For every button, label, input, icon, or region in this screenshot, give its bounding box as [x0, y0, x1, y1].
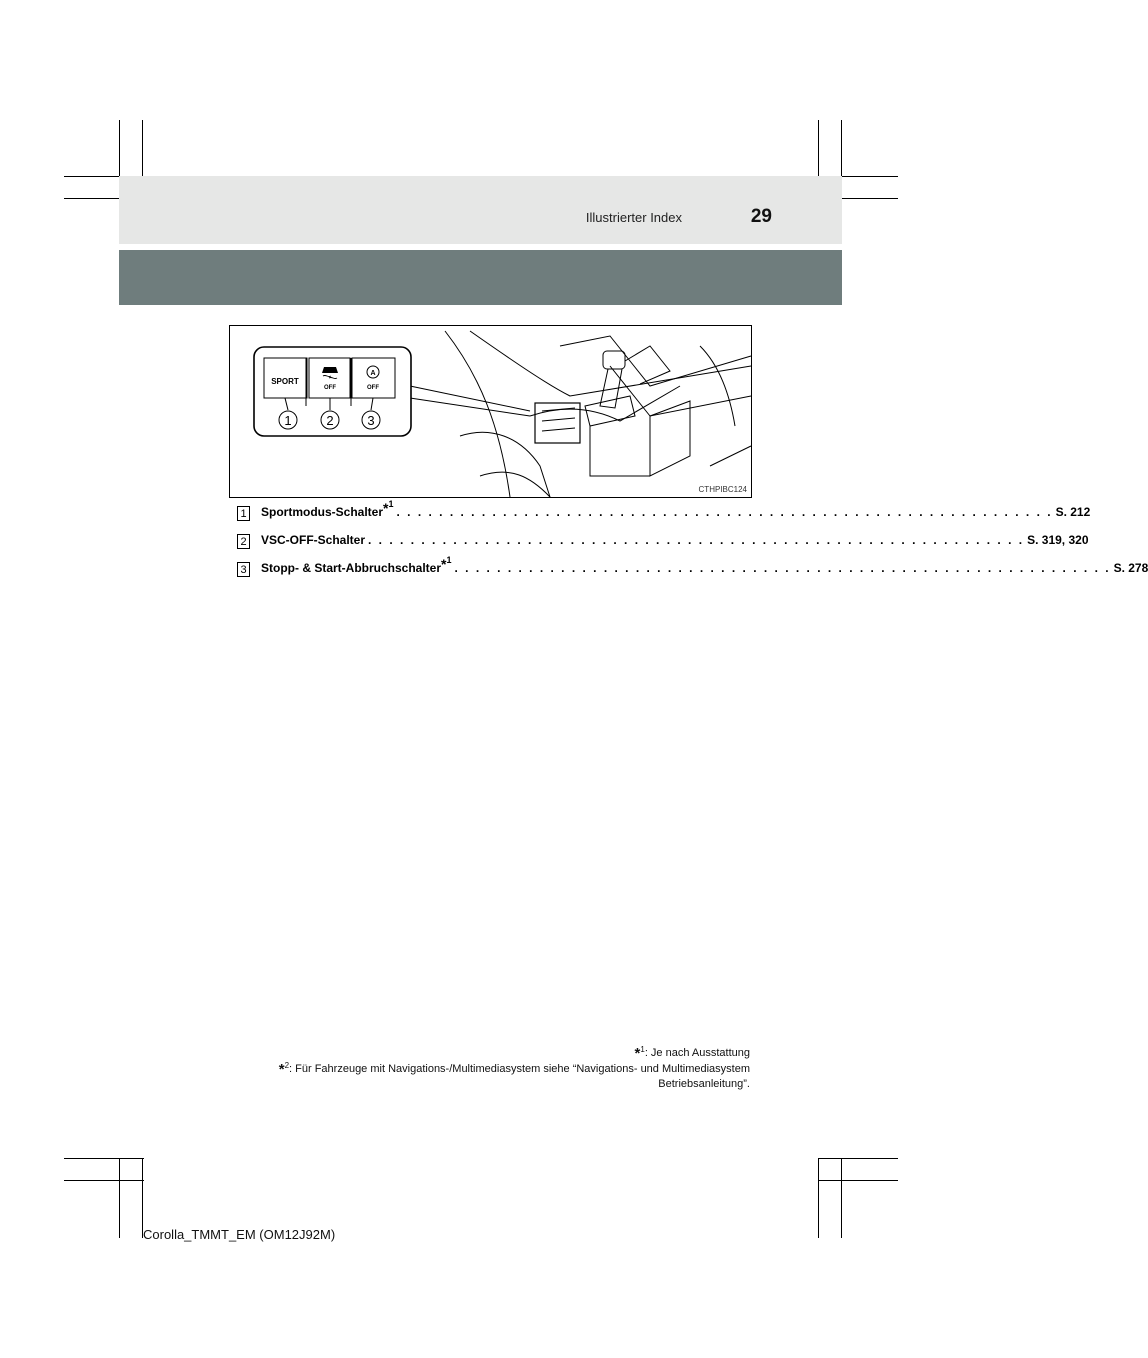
page-number: 29 — [750, 206, 772, 227]
crop-mark — [841, 1158, 842, 1238]
crop-mark — [818, 1180, 898, 1181]
legend-entry — [261, 499, 1091, 521]
footnote-text: : Für Fahrzeuge mit Navigations-/Multimediasystem siehe “Navigations- und Multimediasystem Betriebsanleitung”. — [289, 1063, 750, 1090]
console-illustration — [230, 326, 751, 497]
document-code: Corolla_TMMT_EM (OM12J92M) — [143, 1227, 336, 1242]
page-header — [119, 176, 842, 244]
header-band — [119, 250, 842, 305]
svg-text:A: A — [370, 370, 376, 377]
figure-code: CTHPIBC124 — [698, 485, 747, 494]
stop-start-off-label: OFF — [367, 385, 379, 391]
callout-2: 2 — [326, 413, 334, 428]
legend-list — [237, 499, 1148, 584]
legend-item — [237, 555, 1148, 584]
illustration — [229, 325, 752, 498]
page-reference-link[interactable]: S. 212 — [1055, 505, 1091, 519]
legend-number: 2 — [237, 534, 250, 549]
section-title: Illustrierter Index — [585, 210, 682, 225]
sport-button-label: SPORT — [271, 377, 299, 386]
legend-number: 3 — [237, 562, 250, 577]
footnote — [220, 1045, 750, 1061]
legend-label: Stopp- & Start-Abbruchschalter — [261, 561, 442, 575]
footnote-mark: * — [634, 1045, 641, 1062]
footnote-number: 1 — [640, 1045, 645, 1054]
leader-dots: . . . . . . . . . . . . . . . . . . . . . . . . . . . . . . . . . . . . . . . . . . . . . . . . . . . . . . . . . . . . . . — [368, 533, 1025, 547]
crop-mark — [64, 1180, 144, 1181]
footnote-mark: * — [441, 556, 447, 572]
legend-label: Sportmodus-Schalter — [261, 505, 384, 519]
legend-entry — [261, 533, 1089, 547]
vsc-off-label: OFF — [324, 385, 336, 391]
footnotes — [220, 1045, 750, 1091]
footnote-number: 1 — [388, 499, 394, 509]
legend-item — [237, 528, 1089, 556]
crop-mark — [64, 1158, 144, 1159]
callout-3: 3 — [367, 413, 375, 428]
footnote-number: 1 — [446, 555, 452, 565]
page-reference-link[interactable]: S. 319, 320 — [1027, 533, 1089, 547]
footnote — [220, 1061, 750, 1091]
legend-number: 1 — [237, 506, 250, 521]
crop-mark — [142, 1158, 143, 1238]
page-reference-link[interactable]: S. 278 — [1113, 561, 1148, 575]
footnote-text: : Je nach Ausstattung — [644, 1047, 750, 1059]
leader-dots: . . . . . . . . . . . . . . . . . . . . . . . . . . . . . . . . . . . . . . . . . . . . . . . . . . . . . . . . . . . . . . — [454, 561, 1111, 575]
footnote-number: 2 — [284, 1061, 290, 1070]
footnote-mark: * — [383, 500, 389, 516]
legend-entry — [261, 555, 1148, 577]
crop-mark — [119, 1158, 120, 1238]
footnote-mark: * — [278, 1061, 285, 1078]
legend-label: VSC-OFF-Schalter — [261, 533, 366, 547]
legend-item — [237, 499, 1091, 528]
leader-dots: . . . . . . . . . . . . . . . . . . . . . . . . . . . . . . . . . . . . . . . . . . . . . . . . . . . . . . . . . . . . . . — [396, 505, 1053, 519]
crop-mark — [818, 1158, 898, 1159]
crop-mark — [818, 1158, 819, 1238]
callout-1: 1 — [284, 413, 292, 428]
